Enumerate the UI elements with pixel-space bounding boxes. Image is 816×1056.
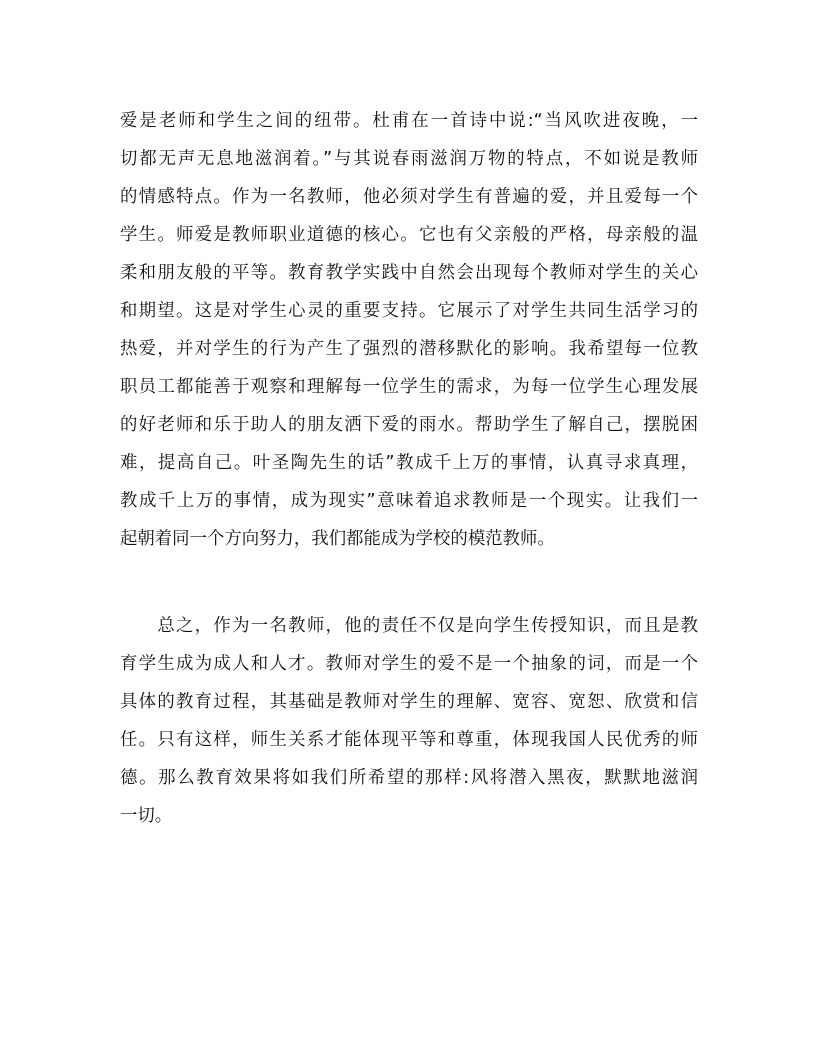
text-line: 和期望。这是对学生心灵的重要支持。它展示了对学生共同生活学习的 bbox=[120, 301, 698, 321]
text-line: 热爱，并对学生的行为产生了强烈的潜移默化的影响。我希望每一位教 bbox=[120, 339, 698, 359]
paragraph-1 bbox=[120, 102, 698, 558]
paragraph-spacer bbox=[120, 558, 698, 607]
text-line: 一切。 bbox=[120, 806, 173, 826]
text-line: 的好老师和乐于助人的朋友洒下爱的雨水。帮助学生了解自己，摆脱困 bbox=[120, 415, 698, 435]
text-line: 爱是老师和学生之间的纽带。杜甫在一首诗中说:“当风吹进夜晚，一 bbox=[120, 111, 698, 131]
paragraph-2 bbox=[120, 607, 698, 835]
text-line: 切都无声无息地滋润着。”与其说春雨滋润万物的特点，不如说是教师 bbox=[120, 149, 698, 169]
text-line: 德。那么教育效果将如我们所希望的那样:风将潜入黑夜，默默地滋润 bbox=[120, 768, 698, 788]
text-line: 学生。师爱是教师职业道德的核心。它也有父亲般的严格，母亲般的温 bbox=[120, 225, 698, 245]
text-line: 起朝着同一个方向努力，我们都能成为学校的模范教师。 bbox=[120, 529, 555, 549]
text-line: 的情感特点。作为一名教师，他必须对学生有普遍的爱，并且爱每一个 bbox=[120, 187, 698, 207]
text-line: 柔和朋友般的平等。教育教学实践中自然会出现每个教师对学生的关心 bbox=[120, 263, 698, 283]
text-line: 育学生成为成人和人才。教师对学生的爱不是一个抽象的词，而是一个 bbox=[120, 654, 698, 674]
text-line: 任。只有这样，师生关系才能体现平等和尊重，体现我国人民优秀的师 bbox=[120, 730, 698, 750]
text-line: 具体的教育过程，其基础是教师对学生的理解、宽容、宽恕、欣赏和信 bbox=[120, 692, 698, 712]
document-body bbox=[120, 102, 698, 835]
text-line: 总之，作为一名教师，他的责任不仅是向学生传授知识，而且是教 bbox=[120, 616, 698, 636]
text-line: 教成千上万的事情，成为现实”意味着追求教师是一个现实。让我们一 bbox=[120, 491, 698, 511]
text-line: 职员工都能善于观察和理解每一位学生的需求，为每一位学生心理发展 bbox=[120, 377, 698, 397]
text-line: 难，提高自己。叶圣陶先生的话”教成千上万的事情，认真寻求真理， bbox=[120, 453, 698, 473]
